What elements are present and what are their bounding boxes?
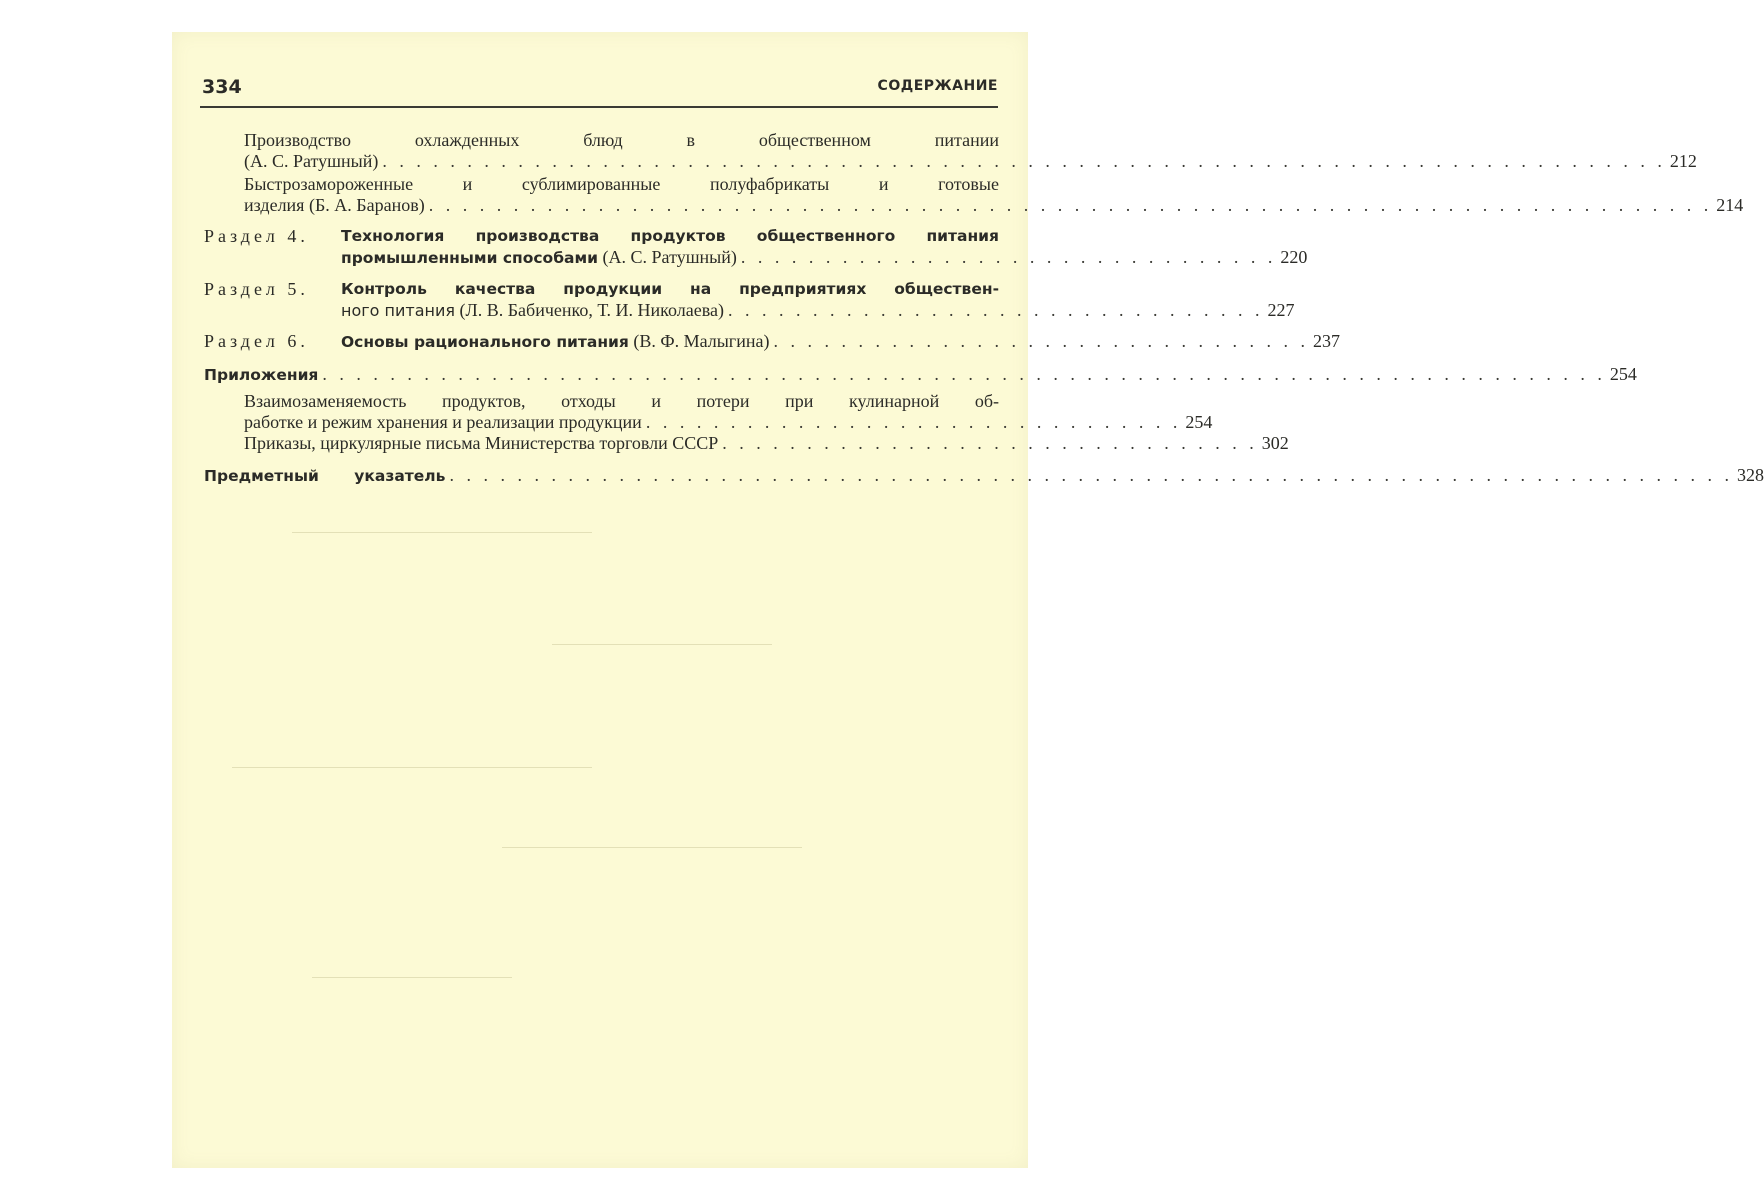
section-title: Контроль качества продукции на предприятиях обществен- [341,280,999,298]
page-number: 334 [202,76,242,98]
paper-streak [312,977,512,978]
toc-entry-chilled-dishes[interactable] [244,130,1697,172]
toc-entry-section-6[interactable]: Раздел 6. Основы рационального питания (В. Ф. Малыгина) . . . . . . . . . . . . . . . . . . . . . . . . . . . . . . . . 237 [204,331,1340,351]
toc-entry-section-5[interactable]: Раздел 5. Контроль качества продукции на предприятиях обществен- ного питания (Л. В. Бабиченко, Т. И. Николаева) . . . . . . . . . . . . . . . . . . . . . . . . . . . . . . . . 227 [204,279,1295,320]
paper-streak [502,847,802,848]
toc-entry-line: изделия (Б. А. Баранов) [244,195,425,215]
leader-dots: . . . . . . . . . . . . . . . . . . . . . . . . . . . . . . . . [740,247,1277,267]
leader-dots: . . . . . . . . . . . . . . . . . . . . . . . . . . . . . . . . . . . . . . . . . . . . . . . . . . . . . . . . . . . . . . . . . . . . . . . . . . . . [322,364,1606,384]
toc-page-number: 212 [1669,151,1697,171]
leader-dots: . . . . . . . . . . . . . . . . . . . . . . . . . . . . . . . . . . . . . . . . . . . . . . . . . . . . . . . . . . . . . . . . . . . . . . . . . . . . [382,151,1666,171]
toc-entry-line: (А. С. Ратушный) [244,151,379,171]
toc-entry-appendix-orders[interactable] [244,433,1289,454]
leader-dots: . . . . . . . . . . . . . . . . . . . . . . . . . . . . . . . . [645,412,1182,432]
toc-page-number: 214 [1716,195,1744,215]
section-label: Раздел 4. [204,226,309,246]
toc-entry-index[interactable] [204,465,1764,487]
toc-entry-line: работке и режим хранения и реализации продукции [244,412,642,432]
index-title: Предметный указатель [204,467,446,485]
section-title-continued: ного питания [341,301,455,320]
paper-streak [292,532,592,533]
toc-entry-section-4[interactable]: Раздел 4. Технология производства продуктов общественного питания промышленными способами (А. С. Ратушный) . . . . . . . . . . . . . . . . . . . . . . . . . . . . . . . . 220 [204,226,1308,267]
toc-page-number: 237 [1312,331,1340,351]
toc-entry-line: Приказы, циркулярные письма Министерства торговли СССР [244,433,719,453]
toc-page-number: 220 [1280,247,1308,267]
appendix-title: Приложения [204,366,319,384]
toc-entry-appendix-substitution[interactable] [244,391,1213,433]
book-page [172,32,1764,1168]
running-head: СОДЕРЖАНИЕ [877,78,998,94]
leader-dots: . . . . . . . . . . . . . . . . . . . . . . . . . . . . . . . . . . . . . . . . . . . . . . . . . . . . . . . . . . . . . . . . . . . . . . . . . . . . [449,465,1733,485]
toc-entry-line: Быстрозамороженные и сублимированные полуфабрикаты и готовые [244,174,999,194]
paper-streak [232,767,592,768]
leader-dots: . . . . . . . . . . . . . . . . . . . . . . . . . . . . . . . . [727,300,1264,320]
section-label: Раздел 5. [204,279,309,299]
toc-entry-appendix[interactable] [204,364,1637,386]
header-rule [200,106,998,108]
section-title: Технология производства продуктов общественного питания [341,227,999,245]
leader-dots: . . . . . . . . . . . . . . . . . . . . . . . . . . . . . . . . [722,433,1258,453]
toc-page-number: 328 [1736,465,1764,485]
leader-dots: . . . . . . . . . . . . . . . . . . . . . . . . . . . . . . . . [773,331,1309,351]
section-label: Раздел 6. [204,331,309,351]
section-title: Основы рационального питания [341,333,629,351]
toc-page-number: 302 [1261,433,1289,453]
leader-dots: . . . . . . . . . . . . . . . . . . . . . . . . . . . . . . . . . . . . . . . . . . . . . . . . . . . . . . . . . . . . . . . . . . . . . . . . . . . . [428,195,1713,215]
toc-page-number: 254 [1609,364,1637,384]
toc-entry-line: Взаимозаменяемость продуктов, отходы и потери при кулинарной об- [244,391,999,411]
section-title-continued: промышленными способами [341,249,599,267]
paper-streak [552,644,772,645]
page-header [202,76,998,100]
toc-page-number: 227 [1267,300,1295,320]
toc-entry-line: Производство охлажденных блюд в общественном питании [244,130,999,150]
toc-entry-frozen-products[interactable] [244,174,1744,216]
toc-page-number: 254 [1185,412,1213,432]
